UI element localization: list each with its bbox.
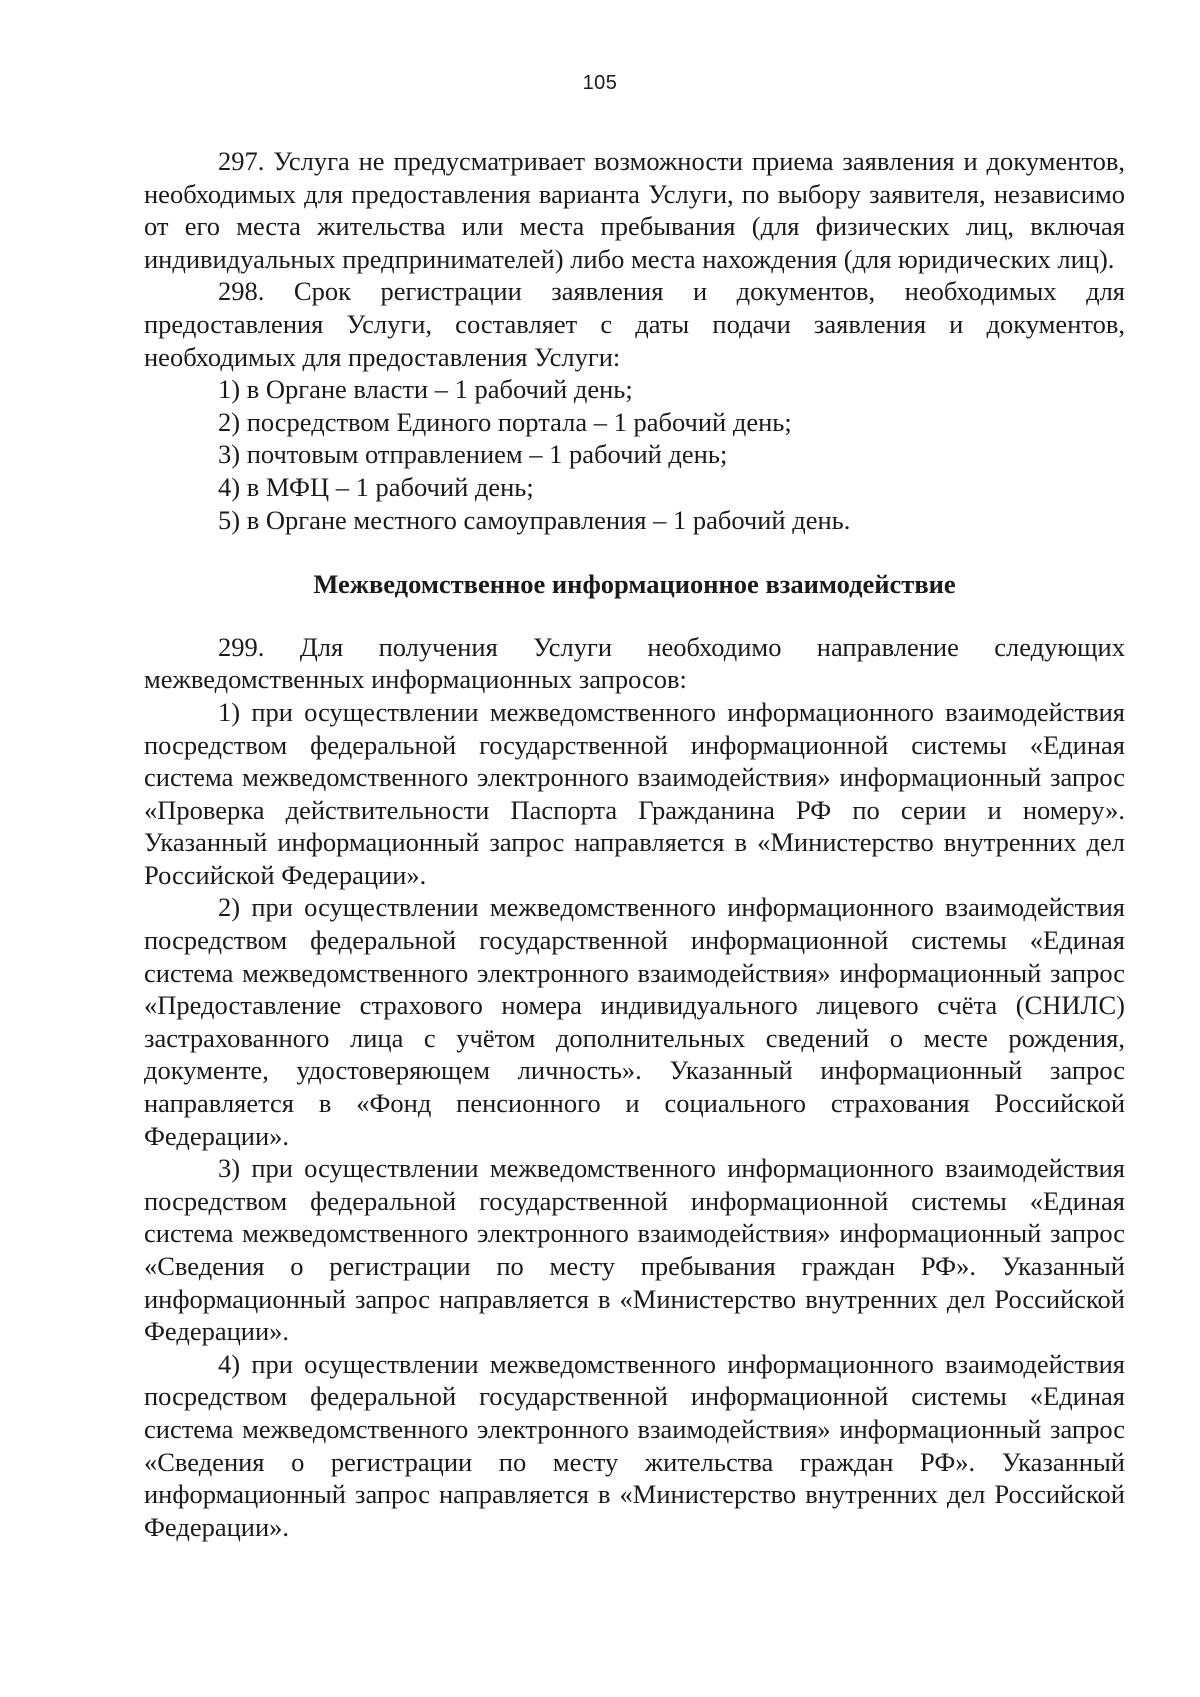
list-item-298-5: 5) в Органе местного самоуправления – 1 рабочий день. xyxy=(218,504,851,535)
list-item-298-4: 4) в МФЦ – 1 рабочий день; xyxy=(218,471,534,502)
list-item-298-1: 1) в Органе власти – 1 рабочий день; xyxy=(218,374,633,405)
list-item-299-1: 1) при осуществлении межведомственного информационного взаимодействия посредством федеральной государственной информационной системы «Единая система межведомственного электронного взаимодействия» информационный запрос «Проверка действительности Паспорта Гражданина РФ по серии и номеру». Указанный информационный запрос направляется в «Министерство внутренних дел Российской Федерации». xyxy=(144,696,1125,890)
paragraph-298: 298. Срок регистрации заявления и документов, необходимых для предоставления Услуги, составляет с даты подачи заявления и документов, необходимых для предоставления Услуги: xyxy=(144,276,1125,372)
section-heading: Межведомственное информационное взаимодействие xyxy=(313,569,956,600)
list-item-299-3: 3) при осуществлении межведомственного информационного взаимодействия посредством федеральной государственной информационной системы «Единая система межведомственного электронного взаимодействия» информационный запрос «Сведения о регистрации по месту пребывания граждан РФ». Указанный информационный запрос направляется в «Министерство внутренних дел Российской Федерации». xyxy=(144,1153,1125,1347)
list-item-299-4: 4) при осуществлении межведомственного информационного взаимодействия посредством федеральной государственной информационной системы «Единая система межведомственного электронного взаимодействия» информационный запрос «Сведения о регистрации по месту жительства граждан РФ». Указанный информационный запрос направляется в «Министерство внутренних дел Российской Федерации». xyxy=(144,1348,1125,1542)
list-item-298-3: 3) почтовым отправлением – 1 рабочий день; xyxy=(218,439,728,470)
paragraph-297: 297. Услуга не предусматривает возможности приема заявления и документов, необходимых для предоставления варианта Услуги, по выбору заявителя, независимо от его места жительства или места пребывания (для физических лиц, включая индивидуальных предпринимателей) либо места нахождения (для юридических лиц). xyxy=(144,146,1125,274)
list-item-298-2: 2) посредством Единого портала – 1 рабочий день; xyxy=(218,406,792,437)
list-item-299-2: 2) при осуществлении межведомственного информационного взаимодействия посредством федеральной государственной информационной системы «Единая система межведомственного электронного взаимодействия» информационный запрос «Предоставление страхового номера индивидуального лицевого счёта (СНИЛС) застрахованного лица с учётом дополнительных сведений о месте рождения, документе, удостоверяющем личность». Указанный информационный запрос направляется в «Фонд пенсионного и социального страхования Российской Федерации». xyxy=(144,892,1125,1151)
document-body xyxy=(144,145,1125,1543)
page-number: 105 xyxy=(582,72,618,94)
paragraph-299: 299. Для получения Услуги необходимо направление следующих межведомственных информационных запросов: xyxy=(144,631,1125,695)
